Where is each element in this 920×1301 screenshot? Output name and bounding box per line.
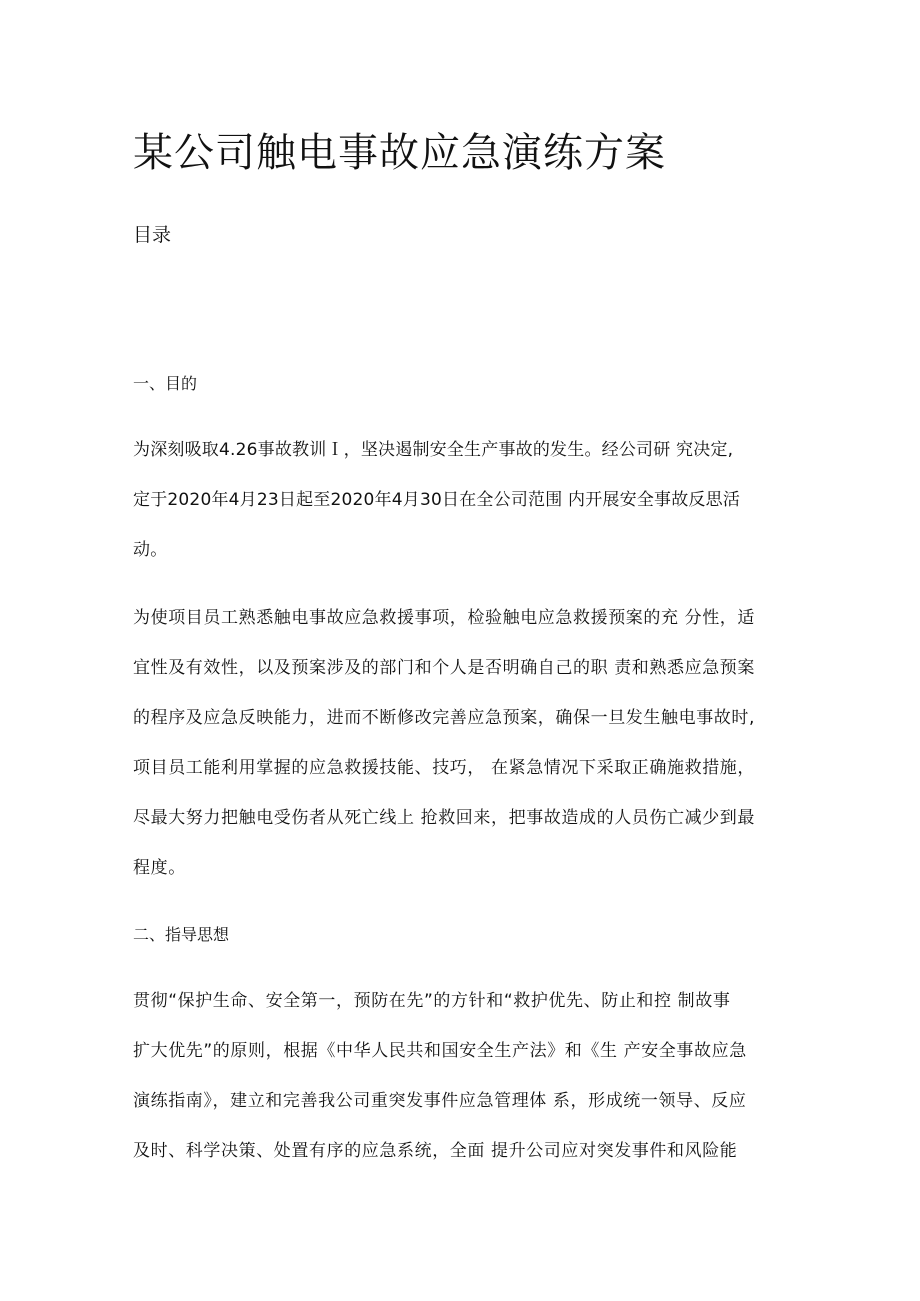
toc-label: 目录 xyxy=(133,224,172,246)
paragraph-line: 定于2020年4月23日起至2020年4月30日在全公司范围 内开展安全事故反思活 xyxy=(133,490,741,510)
paragraph-line: 为深刻吸取4.26事故教训Ｉ，坚决遏制安全生产事故的发生。经公司研 究决定, xyxy=(133,440,734,460)
paragraph-line: 的程序及应急反映能力，进而不断修改完善应急预案，确保一旦发生触电事故时, xyxy=(133,708,756,728)
paragraph-line: 为使项目员工熟悉触电事故应急救援事项，检验触电应急救援预案的充 分性，适 xyxy=(133,608,756,628)
document-title: 某公司触电事故应急演练方案 xyxy=(133,130,666,176)
paragraph-line: 演练指南》，建立和完善我公司重突发事件应急管理体 系，形成统一领导、反应 xyxy=(133,1091,747,1111)
section-heading-purpose: 一、目的 xyxy=(133,374,198,393)
paragraph-line: 扩大优先”的原则，根据《中华人民共和国安全生产法》和《生 产安全事故应急 xyxy=(133,1041,747,1061)
paragraph xyxy=(133,425,803,575)
paragraph xyxy=(133,593,803,893)
paragraph-line: 宜性及有效性，以及预案涉及的部门和个人是否明确自己的职 责和熟悉应急预案 xyxy=(133,658,756,678)
paragraph xyxy=(133,976,803,1176)
paragraph-line: 尽最大努力把触电受伤者从死亡线上 抢救回来，把事故造成的人员伤亡减少到最 xyxy=(133,808,756,828)
paragraph-line: 程度。 xyxy=(133,858,186,878)
paragraph-line: 贯彻“保护生命、安全第一，预防在先”的方针和“救护优先、防止和控 制故事 xyxy=(133,991,731,1011)
section-heading-guiding-ideology: 二、指导思想 xyxy=(133,925,230,944)
paragraph-line: 动。 xyxy=(133,540,168,560)
paragraph-line: 项目员工能利用掌握的应急救援技能、技巧， 在紧急情况下采取正确施救措施， xyxy=(133,758,756,778)
paragraph-line: 及时、科学决策、处置有序的应急系统，全面 提升公司应对突发事件和风险能 xyxy=(133,1141,738,1161)
